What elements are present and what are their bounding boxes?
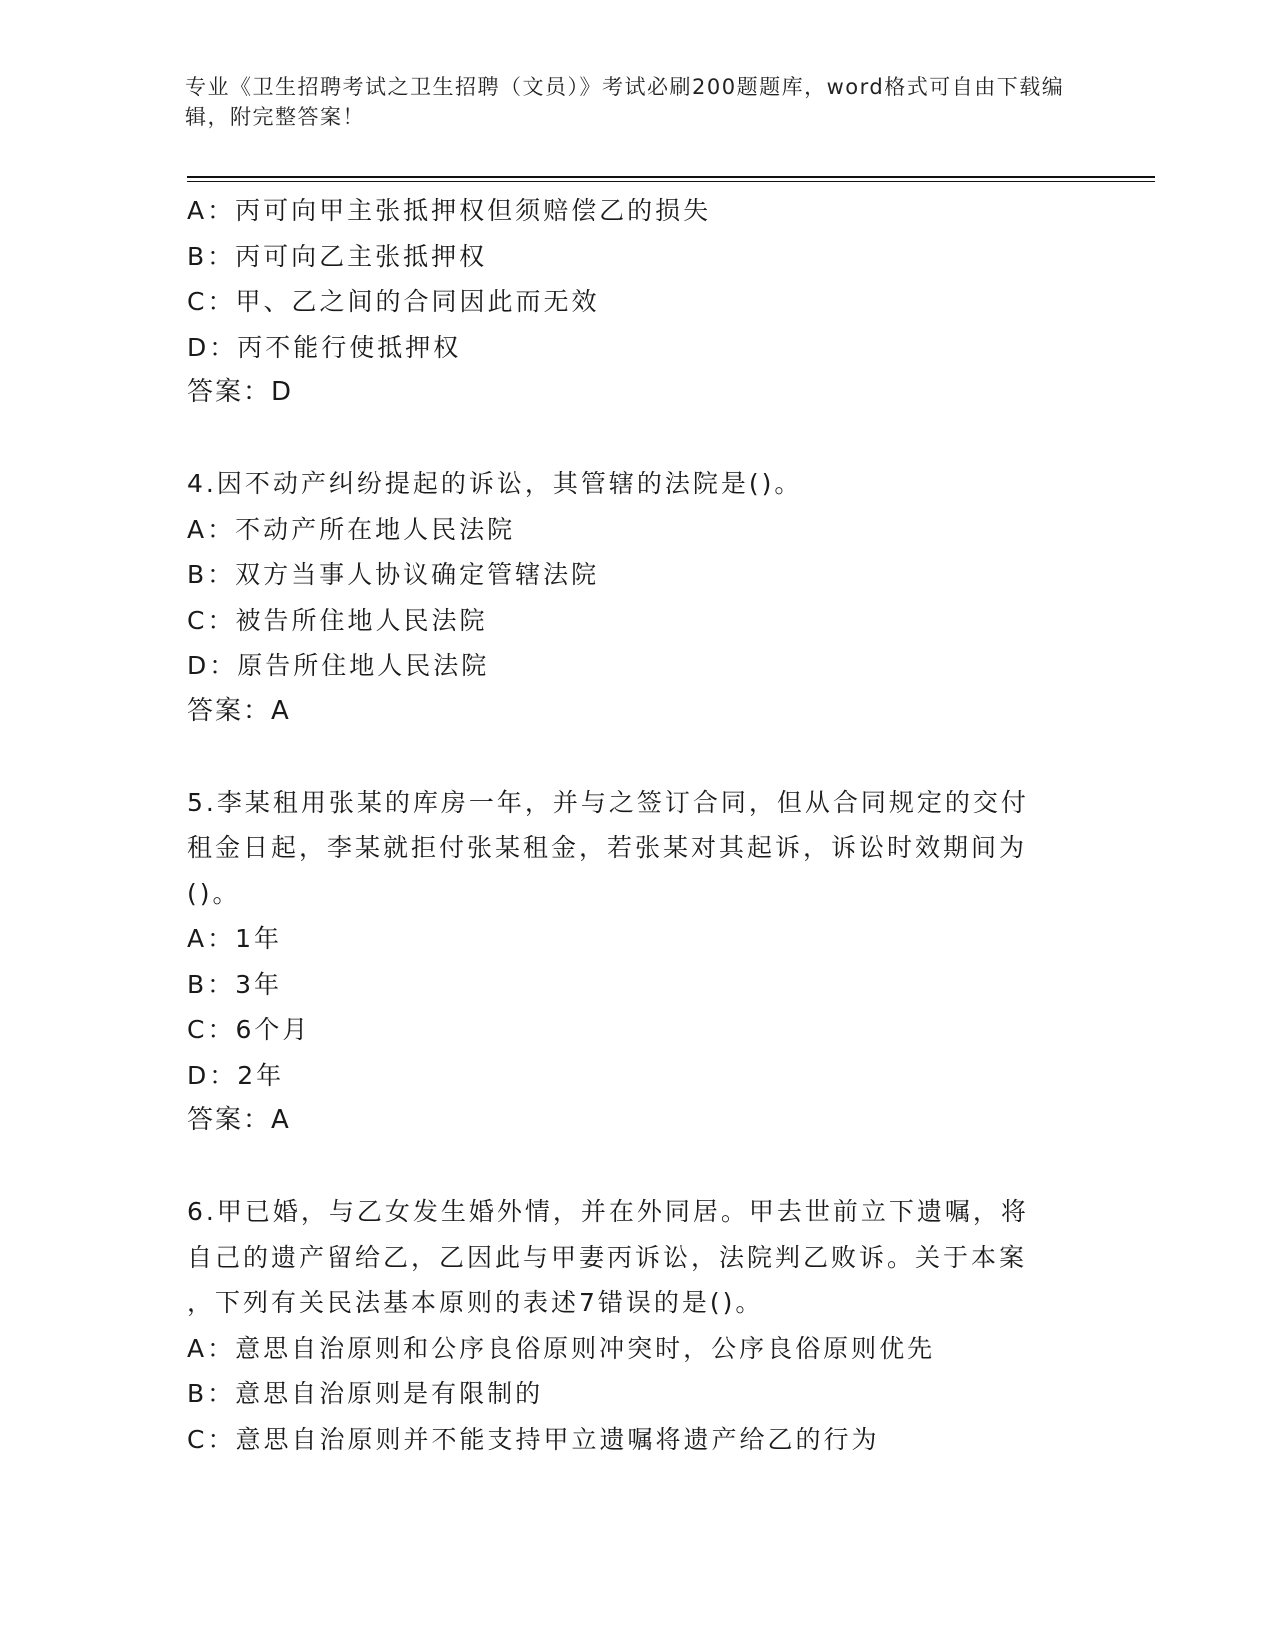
option-b: B：双方当事人协议确定管辖法院 <box>187 560 600 589</box>
question-6 <box>187 1189 1067 1462</box>
option-a: A：1年 <box>187 924 283 953</box>
question-list <box>187 188 1067 1462</box>
header-divider-thick <box>187 176 1155 178</box>
question-stem-line: ()。 <box>187 878 241 908</box>
option-c: C：6个月 <box>187 1015 311 1044</box>
option-b: B：意思自治原则是有限制的 <box>187 1379 544 1408</box>
header-divider-thin <box>187 181 1155 182</box>
question-4 <box>187 461 1067 734</box>
option-d: D：2年 <box>187 1060 285 1090</box>
question-stem-line: 租金日起，李某就拒付张某租金，若张某对其起诉，诉讼时效期间为 <box>187 833 1028 862</box>
answer-line: 答案：D <box>187 377 294 407</box>
option-d: D：丙不能行使抵押权 <box>187 332 462 362</box>
answer-line: 答案：A <box>187 1105 291 1135</box>
question-stem-line: 5.李某租用张某的库房一年，并与之签订合同，但从合同规定的交付 <box>187 787 1029 817</box>
spacer <box>187 734 1067 780</box>
option-a: A：丙可向甲主张抵押权但须赔偿乙的损失 <box>187 196 712 225</box>
question-stem-line: 6.甲已婚，与乙女发生婚外情，并在外同居。甲去世前立下遗嘱，将 <box>187 1197 1029 1226</box>
question-stem: 4.因不动产纠纷提起的诉讼，其管辖的法院是()。 <box>187 469 803 498</box>
spacer <box>187 1144 1067 1190</box>
option-c: C：意思自治原则并不能支持甲立遗嘱将遗产给乙的行为 <box>187 1424 880 1454</box>
question-stem-line: 自己的遗产留给乙，乙因此与甲妻丙诉讼，法院判乙败诉。关于本案 <box>187 1242 1028 1272</box>
question-3 <box>187 188 1067 416</box>
document-header <box>185 72 1065 132</box>
option-a: A：意思自治原则和公序良俗原则冲突时，公序良俗原则优先 <box>187 1333 936 1363</box>
option-b: B：丙可向乙主张抵押权 <box>187 241 488 271</box>
question-5 <box>187 780 1067 1144</box>
answer-line: 答案：A <box>187 695 291 726</box>
option-a: A：不动产所在地人民法院 <box>187 514 516 544</box>
option-c: C：被告所住地人民法院 <box>187 605 488 635</box>
option-c: C：甲、乙之间的合同因此而无效 <box>187 287 600 316</box>
option-d: D：原告所住地人民法院 <box>187 651 490 680</box>
document-title: 专业《卫生招聘考试之卫生招聘（文员）》考试必刷200题题库，word格式可自由下载编辑，附完整答案！ <box>185 75 1065 129</box>
spacer <box>187 416 1067 462</box>
option-b: B：3年 <box>187 969 283 999</box>
question-stem-line: ，下列有关民法基本原则的表述7错误的是()。 <box>187 1288 764 1317</box>
